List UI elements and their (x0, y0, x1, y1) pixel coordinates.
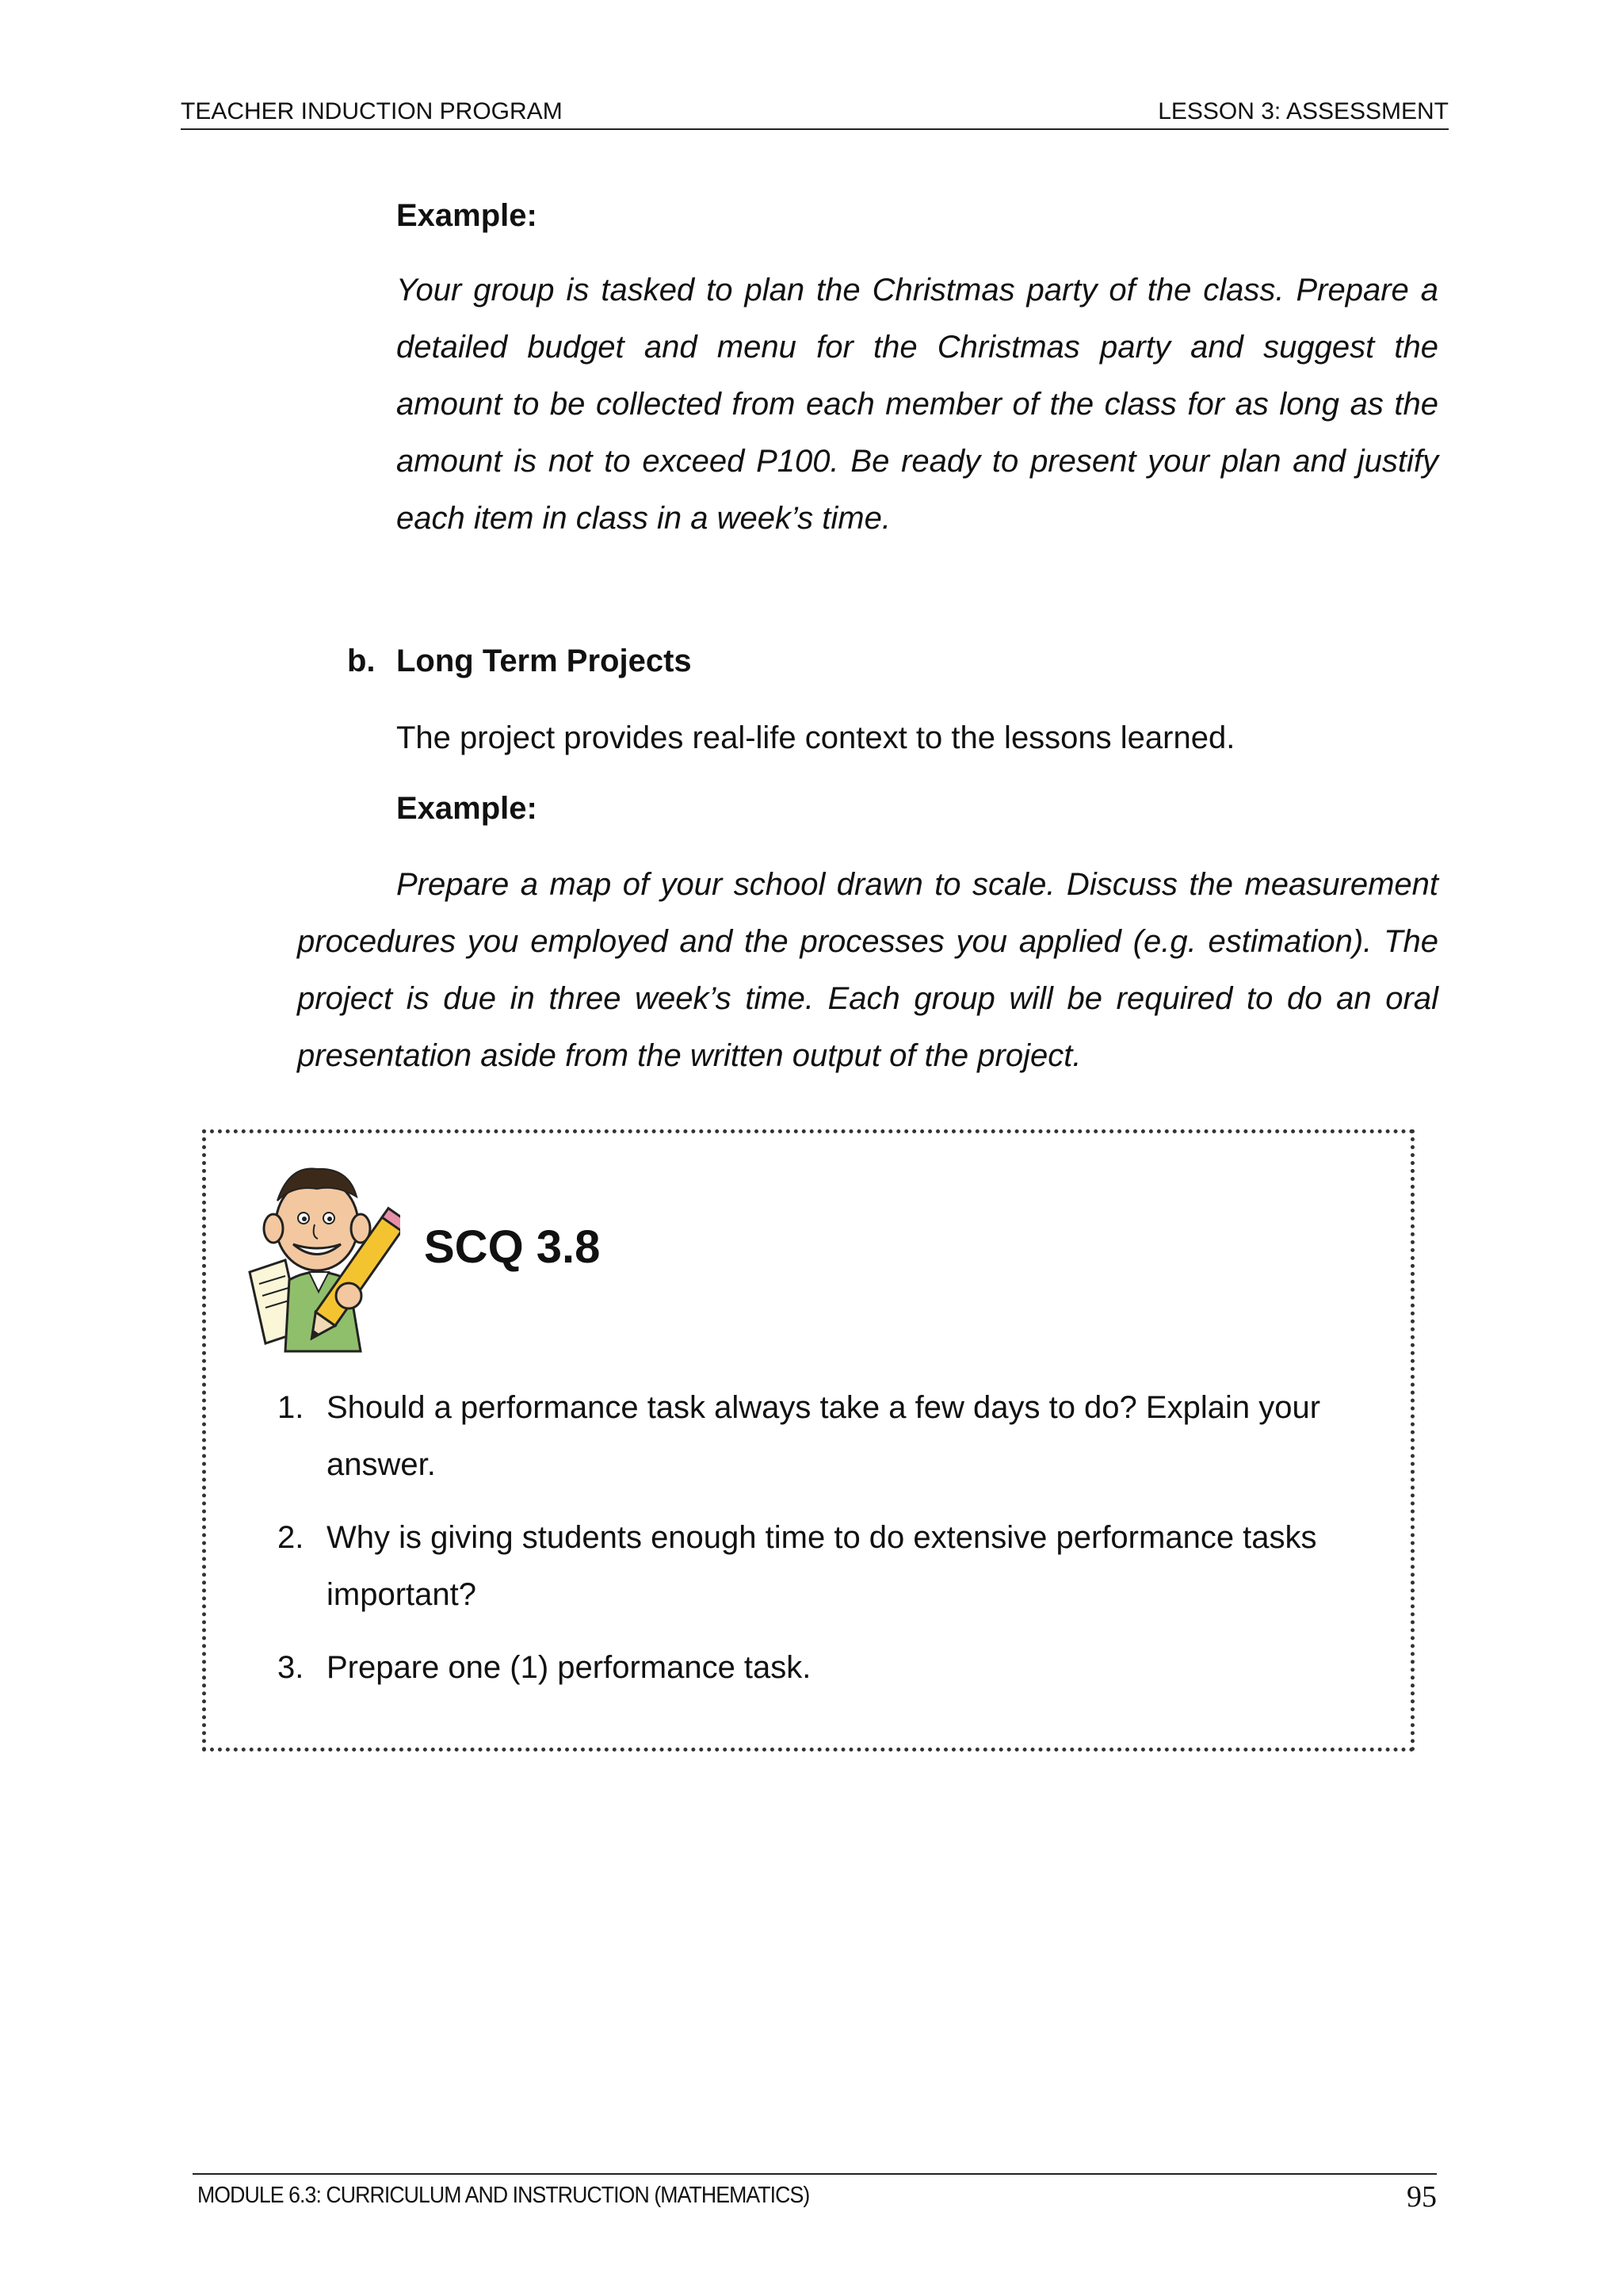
question-text: Prepare one (1) performance task. (327, 1650, 812, 1685)
question-text: Should a performance task always take a few days to do? Explain your answer. (327, 1390, 1321, 1482)
program-title: TEACHER INDUCTION PROGRAM (181, 98, 563, 124)
project-example-label: Example: (396, 791, 537, 826)
question-item (277, 1379, 1371, 1493)
question-number: 2. (277, 1520, 304, 1555)
example-label: Example: (396, 198, 537, 233)
lesson-title: LESSON 3: ASSESSMENT (1158, 98, 1449, 124)
page-number: 95 (1407, 2180, 1437, 2214)
scq-title: SCQ 3.8 (424, 1221, 601, 1273)
question-number: 3. (277, 1650, 304, 1685)
section-title: Long Term Projects (396, 644, 692, 678)
question-item (277, 1639, 1371, 1696)
project-example-paragraph: Prepare a map of your school drawn to scale. Discuss the measurement procedures you employed and the processes you applied (e.g. estimation). The project is due in three week’s time. Each group will be required to do an oral presentation aside from the written output of the project. (297, 867, 1438, 1073)
question-list (277, 1379, 1371, 1712)
page-footer (193, 2173, 1437, 2214)
example-paragraph: Your group is tasked to plan the Christmas party of the class. Prepare a detailed budget and menu for the Christmas party and suggest the amount to be collected from each member of the class for as long as the amount is not to exceed P100. Be ready to present your plan and justify each item in class in a week’s time. (396, 273, 1438, 536)
section-marker: b. (347, 644, 376, 678)
page-header (181, 95, 1449, 130)
module-title: MODULE 6.3: CURRICULUM AND INSTRUCTION (MATHEMATICS) (197, 2183, 810, 2208)
question-text: Why is giving students enough time to do extensive performance tasks important? (327, 1520, 1317, 1612)
section-description: The project provides real-life context to the lessons learned. (396, 720, 1235, 755)
question-number: 1. (277, 1390, 304, 1425)
question-item (277, 1509, 1371, 1623)
teacher-cartoon-icon (242, 1153, 400, 1359)
